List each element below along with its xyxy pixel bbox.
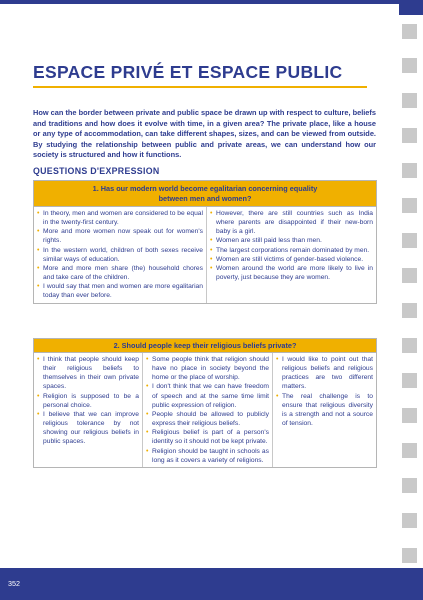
intro-paragraph: How can the border between private and public space be drawn up with respect to culture, beliefs and traditions and how does it evolve with time, in a given area? The private place, like a house or any type of accommodation, can take different shapes, sizes, and can be viewed from outside. By studying the relationship between public and private areas, we can understand how our society is structured and how it functions. — [33, 108, 376, 160]
side-square — [402, 58, 417, 73]
list-item: • I think that people should keep their religious beliefs to themselves in their own private spaces. — [37, 355, 139, 392]
answer-columns — [34, 353, 376, 467]
list-item: • Religion should be taught in schools as long as it covers a variety of religions. — [146, 447, 269, 465]
question-box-2 — [33, 338, 377, 468]
answer-column — [34, 207, 206, 303]
list-item: • I would say that men and women are more egalitarian today than ever before. — [37, 282, 203, 300]
corner-block — [399, 0, 423, 15]
section-heading: QUESTIONS D'EXPRESSION — [33, 166, 160, 176]
side-square — [402, 128, 417, 143]
side-square — [402, 93, 417, 108]
list-item: • I don't think that we can have freedom of speech and at the same time limit public expression of religion. — [146, 382, 269, 409]
list-item: • More and more men share (the) household chores and take care of the children. — [37, 264, 203, 282]
answer-column — [34, 353, 142, 467]
question-title-text: 1. Has our modern world become egalitarian concerning equality between men and women? — [92, 184, 318, 203]
list-item: • More and more women now speak out for women's rights. — [37, 227, 203, 245]
list-item: • Women are still victims of gender-based violence. — [210, 255, 373, 264]
title-underline — [33, 86, 367, 88]
question-box-1 — [33, 180, 377, 304]
top-stripe — [0, 0, 423, 4]
side-square — [402, 513, 417, 528]
side-square — [402, 198, 417, 213]
list-item: • The largest corporations remain dominated by men. — [210, 246, 373, 255]
list-item: • In the western world, children of both sexes receive similar ways of education. — [37, 246, 203, 264]
page-title: ESPACE PRIVÉ ET ESPACE PUBLIC — [33, 62, 343, 82]
side-square — [402, 233, 417, 248]
list-item: • I believe that we can improve religious tolerance by not showing our religious beliefs in public spaces. — [37, 410, 139, 447]
side-square — [402, 478, 417, 493]
side-square — [402, 163, 417, 178]
side-square — [402, 548, 417, 563]
answer-column — [272, 353, 376, 467]
answer-column — [142, 353, 272, 467]
list-item: • Religion is supposed to be a personal choice. — [37, 392, 139, 410]
list-item: • Religious belief is part of a person's identity so it should not be kept private. — [146, 428, 269, 446]
list-item: • People should be allowed to publicly express their religious beliefs. — [146, 410, 269, 428]
answer-columns — [34, 207, 376, 303]
side-square — [402, 268, 417, 283]
list-item: • However, there are still countries such as India where parents are disappointed if their new-born baby is a girl. — [210, 209, 373, 236]
list-item: • The real challenge is to ensure that religious diversity is a strength and not a source of tension. — [276, 392, 373, 429]
side-square — [402, 24, 417, 39]
list-item: • I would like to point out that religious beliefs and religious practices are two different matters. — [276, 355, 373, 392]
side-square — [402, 443, 417, 458]
question-title-text: 2. Should people keep their religious beliefs private? — [113, 340, 297, 350]
question-title — [34, 339, 376, 353]
side-square — [402, 408, 417, 423]
question-title — [34, 181, 376, 207]
page-number: 352 — [8, 579, 20, 588]
side-square — [402, 303, 417, 318]
answer-column — [206, 207, 376, 303]
list-item: • Women around the world are more likely to live in poverty, just because they are women. — [210, 264, 373, 282]
list-item: • Some people think that religion should have no place in society beyond the home or the place of worship. — [146, 355, 269, 382]
list-item: • Women are still paid less than men. — [210, 236, 373, 245]
side-square — [402, 373, 417, 388]
list-item: • In theory, men and women are considered to be equal in the twenty-first century. — [37, 209, 203, 227]
side-square — [402, 338, 417, 353]
footer-bar — [0, 568, 423, 600]
side-decoration — [399, 0, 423, 600]
